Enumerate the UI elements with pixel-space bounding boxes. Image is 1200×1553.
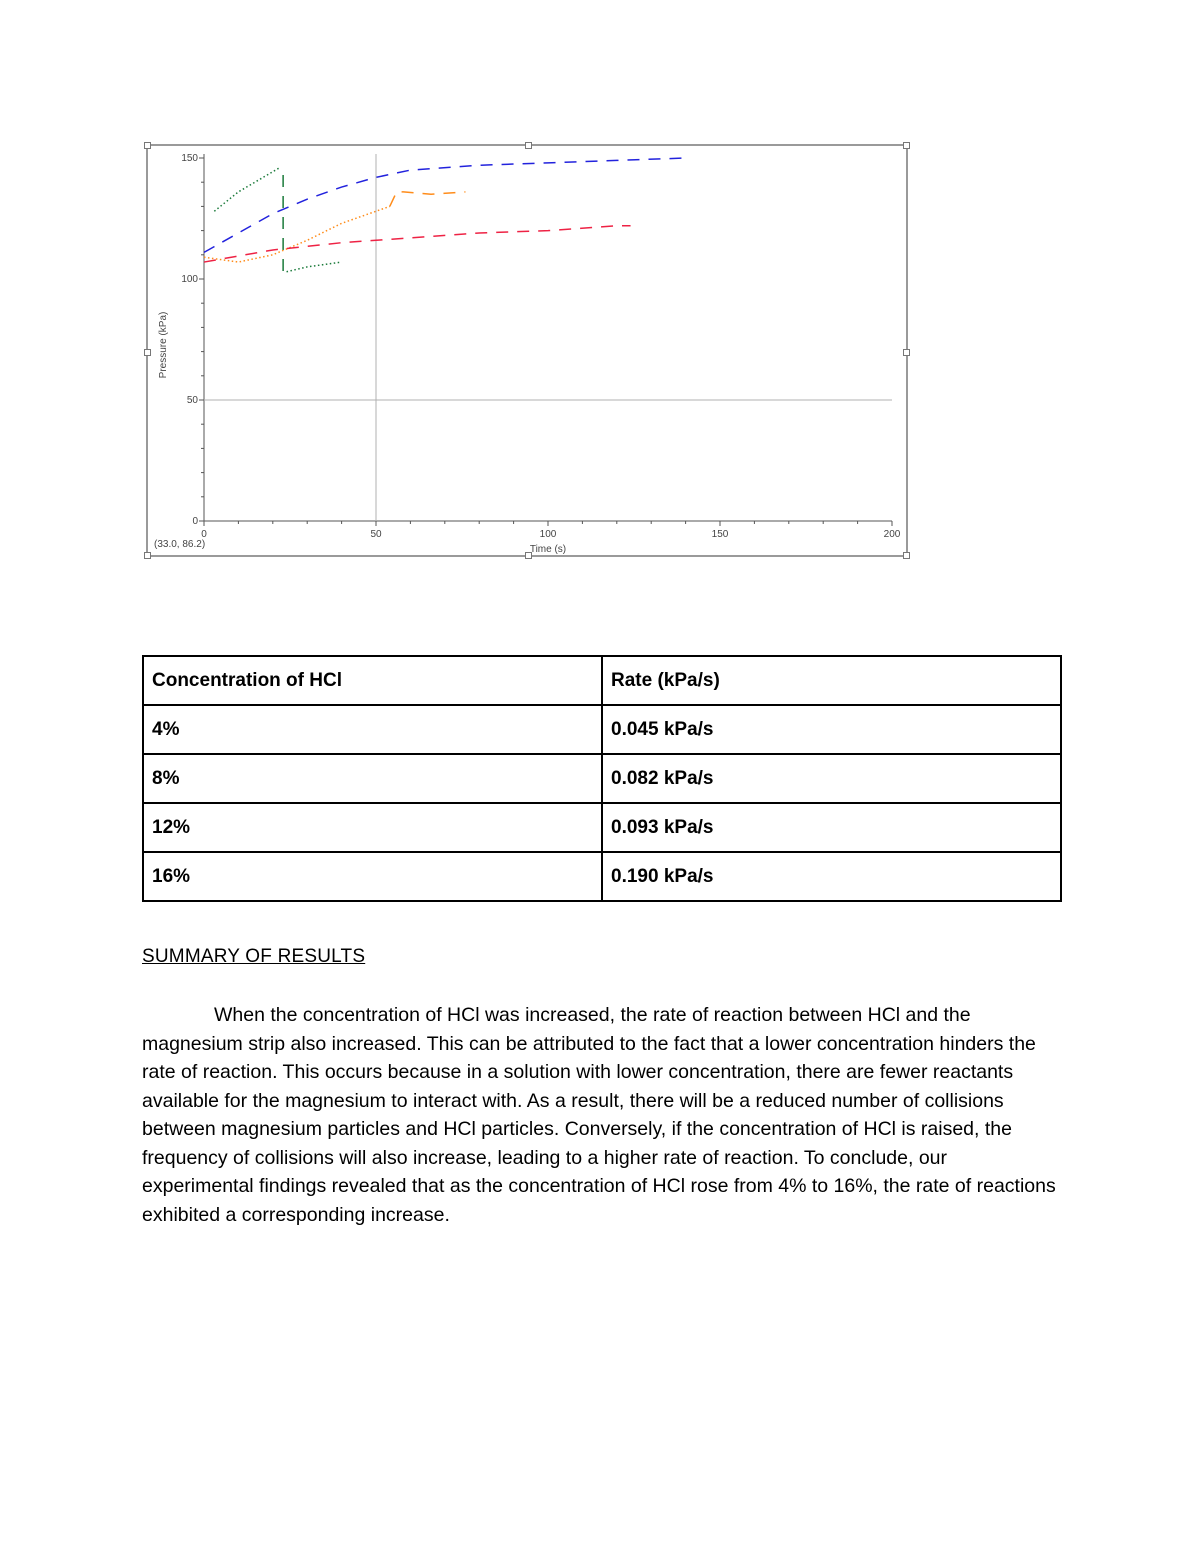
header-rate: Rate (kPa/s) <box>602 656 1061 705</box>
cell-concentration: 4% <box>143 705 602 754</box>
header-concentration: Concentration of HCl <box>143 656 602 705</box>
cell-rate: 0.045 kPa/s <box>602 705 1061 754</box>
cell-concentration: 12% <box>143 803 602 852</box>
rate-table <box>142 655 1062 902</box>
table-header-row <box>143 656 1061 705</box>
cursor-readout: (33.0, 86.2) <box>154 539 206 550</box>
y-tick-label: 150 <box>181 153 198 164</box>
x-tick-label: 150 <box>711 529 729 540</box>
series-line-4 <box>204 158 686 252</box>
cell-rate: 0.190 kPa/s <box>602 852 1061 901</box>
cell-concentration: 8% <box>143 754 602 803</box>
table-row <box>143 803 1061 852</box>
cell-concentration: 16% <box>143 852 602 901</box>
series-line-3 <box>287 262 342 272</box>
series-line-1 <box>214 168 279 212</box>
series-line-7 <box>204 226 631 262</box>
table-row <box>143 852 1061 901</box>
y-tick-label: 0 <box>192 516 198 527</box>
x-tick-label: 50 <box>370 529 382 540</box>
table-row <box>143 754 1061 803</box>
summary-heading: SUMMARY OF RESULTS <box>142 946 366 967</box>
cell-rate: 0.093 kPa/s <box>602 803 1061 852</box>
series-line-5 <box>204 206 390 262</box>
x-tick-label: 100 <box>539 529 557 540</box>
pressure-time-chart[interactable] <box>146 144 908 557</box>
x-tick-label: 200 <box>883 529 901 540</box>
chart-plot-area <box>148 146 906 555</box>
x-tick-label: 0 <box>201 529 207 540</box>
x-axis-title: Time (s) <box>529 544 567 555</box>
table-row <box>143 705 1061 754</box>
y-tick-label: 100 <box>181 274 198 285</box>
y-axis-title: Pressure (kPa) <box>158 311 169 379</box>
y-tick-label: 50 <box>186 395 198 406</box>
cell-rate: 0.082 kPa/s <box>602 754 1061 803</box>
series-line-6 <box>390 192 466 207</box>
summary-paragraph: When the concentration of HCl was increased, the rate of reaction between HCl and the magnesium strip also increased. This can be attributed to the fact that a lower concentration hinders the rate of reaction. This occurs because in a solution with lower concentration, there are fewer reactants available for the magnesium to interact with. As a result, there will be a reduced number of collisions between magnesium particles and HCl particles. Conversely, if the concentration of HCl is raised, the frequency of collisions will also increase, leading to a higher rate of reaction. To conclude, our experimental findings revealed that as the concentration of HCl rose from 4% to 16%, the rate of reactions exhibited a corresponding increase. <box>142 1004 1056 1226</box>
